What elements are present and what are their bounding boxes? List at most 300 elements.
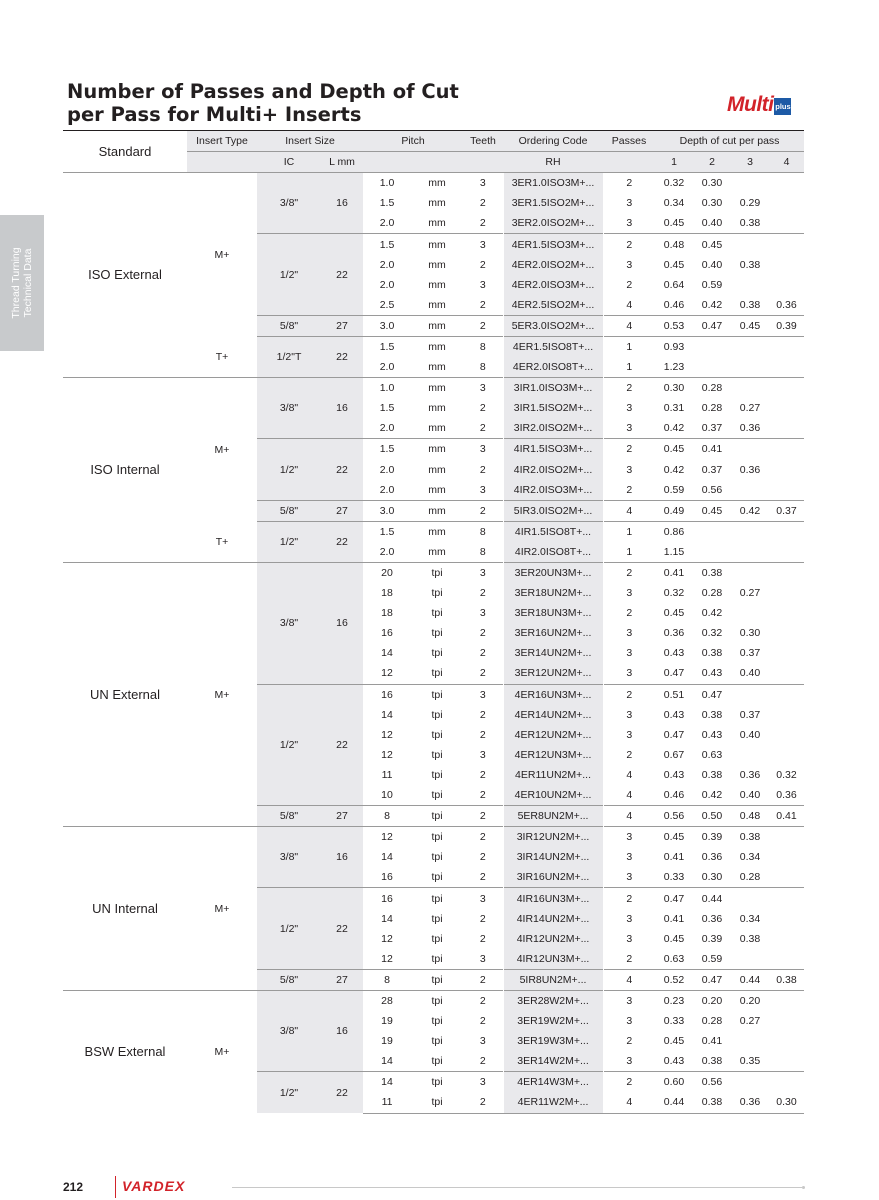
depth-4 <box>769 418 804 439</box>
depth-1: 0.47 <box>663 728 685 741</box>
table-row <box>63 827 804 848</box>
teeth-cell: 2 <box>479 197 486 210</box>
depth-1: 0.45 <box>655 827 693 848</box>
ordering-code: 3ER12UN2M+... <box>503 663 603 684</box>
ordering-code: 3ER14UN2M+... <box>503 643 603 663</box>
depth-1: 0.53 <box>655 315 693 336</box>
ordering-code: 3ER1.0ISO3M+... <box>503 173 603 194</box>
pitch-unit: mm <box>428 278 446 291</box>
teeth-cell: 3 <box>479 748 486 761</box>
pitch-unit: tpi <box>411 806 463 827</box>
depth-2: 0.37 <box>701 463 723 476</box>
ordering-code: 4ER2.5ISO2M+... <box>503 295 603 316</box>
depth-4: 0.39 <box>769 315 804 336</box>
depth-1: 0.32 <box>663 587 685 600</box>
depth-3: 0.38 <box>739 258 761 271</box>
teeth-cell: 3 <box>463 439 503 460</box>
pitch-value: 19 <box>381 1035 393 1048</box>
depth-3 <box>731 275 769 295</box>
depth-2: 0.42 <box>701 298 723 311</box>
insert-type-cell: T+ <box>215 535 229 548</box>
depth-4 <box>769 684 804 705</box>
depth-3: 0.40 <box>739 667 761 680</box>
depth-1: 0.32 <box>655 173 693 194</box>
depth-2: 0.42 <box>701 789 723 802</box>
depth-3: 0.36 <box>739 768 761 781</box>
pitch-unit: tpi <box>431 789 443 802</box>
depth-1: 1.15 <box>663 545 685 558</box>
depth-1: 0.43 <box>663 647 685 660</box>
depth-2: 0.40 <box>701 217 723 230</box>
depth-3: 0.27 <box>739 587 761 600</box>
pitch-unit: mm <box>428 197 446 210</box>
depth-2: 0.28 <box>701 587 723 600</box>
depth-1: 0.33 <box>663 871 685 884</box>
pitch-value: 16 <box>363 684 411 705</box>
l-cell: 22 <box>321 439 363 500</box>
depth-1: 0.60 <box>655 1072 693 1093</box>
header-standard: Standard <box>63 131 187 173</box>
ordering-code: 3ER1.5ISO2M+... <box>503 193 603 213</box>
passes-cell: 1 <box>603 357 655 378</box>
header-row-1 <box>63 131 804 152</box>
table-row <box>63 990 804 1011</box>
ordering-code: 4ER2.0ISO2M+... <box>503 255 603 275</box>
pitch-value: 11 <box>363 1092 411 1113</box>
pitch-value: 19 <box>381 1015 393 1028</box>
teeth-cell: 8 <box>479 545 486 558</box>
teeth-cell: 2 <box>479 932 486 945</box>
depth-4 <box>769 378 804 399</box>
pitch-value: 1.5 <box>363 336 411 357</box>
depth-4: 0.41 <box>769 806 804 827</box>
pitch-value: 8 <box>363 969 411 990</box>
depth-1: 0.45 <box>655 439 693 460</box>
depth-1: 0.48 <box>655 234 693 255</box>
depth-1: 0.47 <box>655 888 693 909</box>
pitch-unit: tpi <box>431 728 443 741</box>
teeth-cell: 2 <box>479 1055 486 1068</box>
pitch-unit: tpi <box>431 871 443 884</box>
ordering-code: 4ER12UN3M+... <box>503 745 603 765</box>
pitch-value: 10 <box>381 789 393 802</box>
l-cell: 22 <box>321 684 363 806</box>
depth-2: 0.30 <box>701 871 723 884</box>
depth-1: 0.45 <box>663 1035 685 1048</box>
depth-2: 0.28 <box>693 378 731 399</box>
passes-cell: 4 <box>603 785 655 806</box>
depth-1: 0.67 <box>663 748 685 761</box>
table-row <box>63 562 804 583</box>
ordering-code: 3ER28W2M+... <box>503 990 603 1011</box>
passes-cell: 3 <box>603 255 655 275</box>
teeth-cell: 2 <box>479 768 486 781</box>
passes-cell: 3 <box>603 827 655 848</box>
teeth-cell: 2 <box>479 258 486 271</box>
depth-4 <box>769 909 804 929</box>
ordering-code: 3ER2.0ISO2M+... <box>503 213 603 234</box>
depth-2: 0.38 <box>693 562 731 583</box>
pitch-value: 12 <box>381 748 393 761</box>
depth-2: 0.28 <box>701 402 723 415</box>
passes-table <box>63 130 804 1114</box>
pitch-unit: mm <box>411 521 463 542</box>
page-number: 212 <box>63 1180 84 1194</box>
pitch-unit: mm <box>428 463 446 476</box>
passes-cell: 3 <box>603 583 655 603</box>
passes-cell: 2 <box>603 562 655 583</box>
depth-3: 0.40 <box>739 789 761 802</box>
depth-4 <box>769 173 804 194</box>
depth-1: 0.41 <box>663 912 685 925</box>
depth-4: 0.36 <box>776 298 797 311</box>
header-pitch: Pitch <box>363 131 463 152</box>
pitch-unit: tpi <box>411 1092 463 1113</box>
depth-3 <box>731 542 769 563</box>
pitch-value: 3.0 <box>363 500 411 521</box>
pitch-unit: tpi <box>431 647 443 660</box>
pitch-value: 11 <box>381 768 393 781</box>
depth-3: 0.36 <box>731 1092 769 1113</box>
header-depth-4: 4 <box>769 152 804 173</box>
passes-cell: 3 <box>603 623 655 643</box>
teeth-cell: 2 <box>479 298 486 311</box>
ordering-code: 4IR16UN3M+... <box>503 888 603 909</box>
depth-4 <box>769 275 804 295</box>
passes-cell: 4 <box>603 1092 655 1113</box>
teeth-cell: 2 <box>463 827 503 848</box>
teeth-cell: 3 <box>463 234 503 255</box>
insert-type-cell: M+ <box>187 562 257 826</box>
teeth-cell: 2 <box>479 912 486 925</box>
l-cell: 27 <box>321 500 363 521</box>
l-cell: 22 <box>321 1072 363 1113</box>
depth-3: 0.44 <box>731 969 769 990</box>
pitch-value: 2.0 <box>379 278 395 291</box>
depth-2: 0.39 <box>701 932 723 945</box>
side-tab-label <box>10 247 34 318</box>
pitch-unit: mm <box>428 298 446 311</box>
ordering-code: 3ER18UN3M+... <box>503 603 603 623</box>
teeth-cell: 2 <box>479 1015 486 1028</box>
passes-cell: 3 <box>603 990 655 1011</box>
depth-2: 0.38 <box>701 1055 723 1068</box>
teeth-cell: 2 <box>479 463 486 476</box>
passes-cell: 3 <box>603 909 655 929</box>
ic-cell: 5/8" <box>257 315 321 336</box>
ordering-code: 3IR14UN2M+... <box>503 847 603 867</box>
teeth-cell: 8 <box>463 521 503 542</box>
teeth-cell: 2 <box>479 708 486 721</box>
passes-cell: 2 <box>603 745 655 765</box>
ordering-code: 3IR1.0ISO3M+... <box>503 378 603 399</box>
depth-4 <box>769 663 804 684</box>
depth-1: 0.63 <box>663 952 685 965</box>
depth-2: 0.36 <box>701 851 723 864</box>
teeth-cell: 2 <box>479 217 486 230</box>
depth-1: 0.44 <box>655 1092 693 1113</box>
depth-4: 0.37 <box>769 500 804 521</box>
ordering-code: 4ER14UN2M+... <box>503 705 603 725</box>
depth-1: 0.93 <box>655 336 693 357</box>
depth-1: 0.42 <box>663 422 685 435</box>
header-depth-3: 3 <box>731 152 769 173</box>
depth-1: 0.45 <box>663 217 685 230</box>
depth-3 <box>731 949 769 970</box>
pitch-value: 1.5 <box>363 234 411 255</box>
passes-cell: 4 <box>603 295 655 316</box>
depth-1: 0.86 <box>655 521 693 542</box>
depth-2: 0.40 <box>701 258 723 271</box>
header-ordering-code: Ordering Code <box>503 131 603 152</box>
header-l: L <box>329 156 335 169</box>
pitch-value: 12 <box>381 932 393 945</box>
ordering-code: 4IR2.0ISO2M+... <box>503 460 603 480</box>
depth-3 <box>731 357 769 378</box>
header-depth-of-cut: Depth of cut per pass <box>655 131 804 152</box>
depth-4 <box>769 949 804 970</box>
pitch-value: 2.0 <box>379 361 395 374</box>
depth-2: 0.50 <box>693 806 731 827</box>
depth-2: 0.59 <box>701 952 723 965</box>
pitch-value: 18 <box>381 607 393 620</box>
l-cell: 16 <box>321 173 363 234</box>
ordering-code: 4ER16UN3M+... <box>503 684 603 705</box>
pitch-value: 18 <box>381 587 393 600</box>
pitch-unit: tpi <box>431 1055 443 1068</box>
ic-cell: 5/8" <box>257 500 321 521</box>
depth-4 <box>769 336 804 357</box>
depth-3: 0.36 <box>739 422 761 435</box>
multi-plus-logo <box>727 94 791 116</box>
depth-3 <box>731 480 769 501</box>
depth-3: 0.27 <box>739 1015 761 1028</box>
depth-1: 0.41 <box>655 562 693 583</box>
passes-cell: 2 <box>603 603 655 623</box>
depth-4 <box>769 623 804 643</box>
teeth-cell: 3 <box>463 378 503 399</box>
depth-3: 0.38 <box>731 827 769 848</box>
depth-3 <box>731 378 769 399</box>
teeth-cell: 3 <box>479 483 486 496</box>
pitch-value: 28 <box>363 990 411 1011</box>
teeth-cell: 2 <box>479 587 486 600</box>
footer-rule-end <box>802 1186 805 1189</box>
ordering-code: 4ER2.0ISO3M+... <box>503 275 603 295</box>
depth-3: 0.35 <box>739 1055 761 1068</box>
l-cell: 22 <box>321 336 363 377</box>
header-teeth: Teeth <box>463 131 503 152</box>
depth-2: 0.28 <box>701 1015 723 1028</box>
depth-2: 0.59 <box>701 278 723 291</box>
depth-2: 0.39 <box>693 827 731 848</box>
depth-3: 0.34 <box>739 851 761 864</box>
depth-3: 0.38 <box>739 217 761 230</box>
pitch-value: 14 <box>381 708 393 721</box>
ordering-code: 4ER1.5ISO3M+... <box>503 234 603 255</box>
depth-1: 0.46 <box>663 789 685 802</box>
depth-2: 0.37 <box>701 422 723 435</box>
depth-4 <box>769 745 804 765</box>
depth-1: 0.23 <box>655 990 693 1011</box>
ic-cell: 3/8" <box>257 378 321 439</box>
header-passes: Passes <box>603 131 655 152</box>
pitch-value: 2.5 <box>379 298 395 311</box>
depth-2 <box>693 357 731 378</box>
depth-1: 0.33 <box>663 1015 685 1028</box>
table-row <box>63 378 804 399</box>
passes-cell: 2 <box>603 480 655 501</box>
teeth-cell: 2 <box>479 667 486 680</box>
depth-2: 0.42 <box>701 607 723 620</box>
title-line-1: Number of Passes and Depth of Cut <box>67 80 459 103</box>
depth-2: 0.36 <box>701 912 723 925</box>
pitch-value: 8 <box>363 806 411 827</box>
pitch-unit: tpi <box>411 562 463 583</box>
header-depth-1: 1 <box>655 152 693 173</box>
side-tab-line-1: Thread Turning <box>10 247 22 319</box>
l-cell: 16 <box>321 378 363 439</box>
depth-4 <box>769 542 804 563</box>
page-title <box>67 80 459 126</box>
depth-4 <box>769 643 804 663</box>
depth-4 <box>769 867 804 888</box>
depth-3: 0.20 <box>731 990 769 1011</box>
depth-2 <box>693 336 731 357</box>
depth-2: 0.38 <box>701 768 723 781</box>
teeth-cell: 2 <box>479 402 486 415</box>
passes-cell: 2 <box>603 1031 655 1051</box>
pitch-unit: tpi <box>431 1015 443 1028</box>
depth-3 <box>731 336 769 357</box>
pitch-value: 12 <box>381 952 393 965</box>
teeth-cell: 2 <box>479 422 486 435</box>
pitch-value: 1.5 <box>363 521 411 542</box>
teeth-cell: 2 <box>479 627 486 640</box>
depth-3 <box>731 745 769 765</box>
title-line-2: per Pass for Multi+ Inserts <box>67 103 362 126</box>
pitch-value: 3.0 <box>363 315 411 336</box>
pitch-unit: mm <box>411 315 463 336</box>
ordering-code: 4IR14UN2M+... <box>503 909 603 929</box>
ordering-code: 4ER14W3M+... <box>503 1072 603 1093</box>
pitch-value: 1.0 <box>363 378 411 399</box>
passes-cell: 2 <box>603 275 655 295</box>
depth-4 <box>769 1011 804 1031</box>
pitch-value: 20 <box>363 562 411 583</box>
depth-4 <box>769 213 804 234</box>
depth-4 <box>769 847 804 867</box>
side-section-tab[interactable] <box>0 215 44 351</box>
depth-1: 0.56 <box>655 806 693 827</box>
pitch-unit: mm <box>411 234 463 255</box>
depth-3 <box>731 603 769 623</box>
depth-4 <box>769 439 804 460</box>
teeth-cell: 2 <box>479 728 486 741</box>
depth-2: 0.41 <box>701 1035 723 1048</box>
ordering-code: 3ER14W2M+... <box>503 1051 603 1072</box>
ic-cell: 1/2"T <box>257 336 321 377</box>
depth-4 <box>769 193 804 213</box>
pitch-value: 14 <box>381 912 393 925</box>
depth-4: 0.30 <box>769 1092 804 1113</box>
depth-3: 0.38 <box>739 932 761 945</box>
pitch-value: 2.0 <box>379 483 395 496</box>
ordering-code: 3IR1.5ISO2M+... <box>503 398 603 418</box>
footer-divider <box>115 1176 116 1198</box>
passes-cell: 3 <box>603 418 655 439</box>
passes-cell: 4 <box>603 500 655 521</box>
insert-type-cell: M+ <box>187 990 257 1113</box>
depth-2: 0.45 <box>693 500 731 521</box>
insert-type-cell: M+ <box>187 378 257 522</box>
depth-3: 0.38 <box>739 298 761 311</box>
teeth-cell: 2 <box>479 871 486 884</box>
depth-4: 0.38 <box>769 969 804 990</box>
pitch-unit: mm <box>428 258 446 271</box>
pitch-unit: tpi <box>431 851 443 864</box>
pitch-value: 12 <box>381 728 393 741</box>
depth-1: 0.45 <box>663 932 685 945</box>
insert-type-cell: M+ <box>187 827 257 991</box>
depth-2: 0.38 <box>693 1092 731 1113</box>
depth-2: 0.56 <box>701 483 723 496</box>
teeth-cell: 2 <box>463 969 503 990</box>
pitch-value: 16 <box>381 627 393 640</box>
pitch-unit: tpi <box>431 667 443 680</box>
header-blank-2 <box>363 152 503 173</box>
ordering-code: 4ER2.0ISO8T+... <box>503 357 603 378</box>
depth-4 <box>769 398 804 418</box>
depth-3: 0.36 <box>739 463 761 476</box>
pitch-unit: tpi <box>411 684 463 705</box>
pitch-unit: tpi <box>411 969 463 990</box>
pitch-value: 1.5 <box>379 402 395 415</box>
depth-3: 0.42 <box>731 500 769 521</box>
header-ic: IC <box>257 152 321 173</box>
ic-cell: 3/8" <box>257 827 321 888</box>
ordering-code: 5ER8UN2M+... <box>503 806 603 827</box>
pitch-unit: mm <box>428 422 446 435</box>
pitch-unit: tpi <box>431 587 443 600</box>
depth-2: 0.41 <box>693 439 731 460</box>
header-insert-size: Insert Size <box>257 131 363 152</box>
depth-3: 0.45 <box>731 315 769 336</box>
pitch-value: 12 <box>363 827 411 848</box>
pitch-value: 12 <box>381 667 393 680</box>
depth-1: 0.51 <box>655 684 693 705</box>
ordering-code: 4ER12UN2M+... <box>503 725 603 745</box>
depth-3: 0.37 <box>739 647 761 660</box>
pitch-value: 1.5 <box>379 197 395 210</box>
depth-2 <box>693 521 731 542</box>
teeth-cell: 3 <box>479 278 486 291</box>
depth-2: 0.43 <box>701 728 723 741</box>
depth-4 <box>769 357 804 378</box>
depth-1: 0.45 <box>663 607 685 620</box>
pitch-unit: mm <box>411 173 463 194</box>
pitch-unit: tpi <box>431 607 443 620</box>
depth-4 <box>769 583 804 603</box>
passes-cell: 2 <box>603 234 655 255</box>
depth-2: 0.47 <box>693 969 731 990</box>
standard-cell: BSW External <box>63 990 187 1113</box>
teeth-cell: 3 <box>479 607 486 620</box>
depth-2: 0.56 <box>693 1072 731 1093</box>
depth-4 <box>769 1072 804 1093</box>
passes-cell: 2 <box>603 1072 655 1093</box>
teeth-cell: 3 <box>479 1035 486 1048</box>
